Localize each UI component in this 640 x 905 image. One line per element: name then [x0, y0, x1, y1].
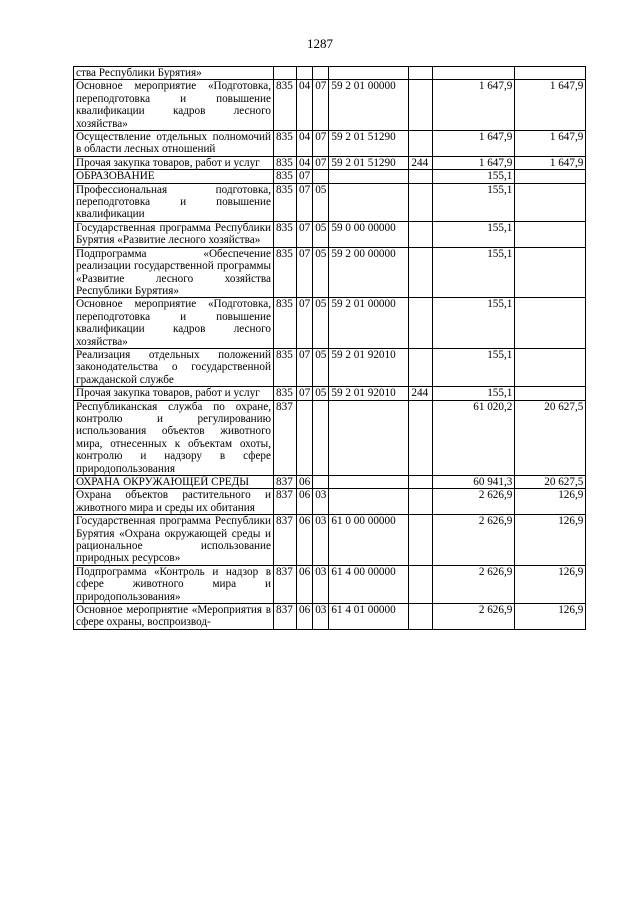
amount-cell-2: 20 627,5	[515, 476, 586, 489]
amount-cell-2	[515, 247, 586, 298]
subsection-code-cell: 03	[313, 604, 329, 630]
target-article-cell	[329, 400, 409, 475]
amount-cell-1	[433, 67, 515, 80]
table-row	[74, 565, 586, 603]
table-row	[74, 221, 586, 247]
expense-type-cell	[409, 400, 433, 475]
section-code-cell: 07	[297, 221, 313, 247]
table-row	[74, 489, 586, 515]
ministry-code-cell: 835	[274, 156, 297, 169]
amount-cell-1: 2 626,9	[433, 604, 515, 630]
target-article-cell: 59 2 01 92010	[329, 348, 409, 386]
row-name-cell: Государственная программа Республики Бурятия «Развитие лесного хозяйства»	[74, 221, 274, 247]
subsection-code-cell: 03	[313, 565, 329, 603]
row-name-cell: Государственная программа Республики Бурятия «Охрана окружающей среды и рациональное использование природных ресурсов»	[74, 515, 274, 566]
expense-type-cell	[409, 170, 433, 183]
expense-type-cell	[409, 131, 433, 157]
subsection-code-cell: 05	[313, 221, 329, 247]
section-code-cell: 07	[297, 183, 313, 221]
amount-cell-1: 155,1	[433, 183, 515, 221]
subsection-code-cell: 05	[313, 247, 329, 298]
row-name-cell: Основное мероприятие «Мероприятия в сфере охраны, воспроизвод-	[74, 604, 274, 630]
ministry-code-cell: 835	[274, 298, 297, 349]
section-code-cell: 07	[297, 387, 313, 400]
ministry-code-cell: 835	[274, 348, 297, 386]
amount-cell-1: 2 626,9	[433, 515, 515, 566]
section-code-cell: 04	[297, 131, 313, 157]
table-row	[74, 183, 586, 221]
ministry-code-cell: 835	[274, 247, 297, 298]
row-name-cell: Подпрограмма «Обеспечение реализации государственной программы «Развитие лесного хозяйства Республики Бурятия»	[74, 247, 274, 298]
subsection-code-cell: 05	[313, 183, 329, 221]
subsection-code-cell: 07	[313, 131, 329, 157]
row-name-cell: Основное мероприятие «Подготовка, переподготовка и повышение квалификации кадров лесного хозяйства»	[74, 298, 274, 349]
expense-type-cell	[409, 221, 433, 247]
amount-cell-2: 1 647,9	[515, 131, 586, 157]
amount-cell-2	[515, 183, 586, 221]
table-row	[74, 387, 586, 400]
amount-cell-1: 155,1	[433, 221, 515, 247]
expense-type-cell: 244	[409, 156, 433, 169]
target-article-cell: 59 2 01 51290	[329, 131, 409, 157]
subsection-code-cell	[313, 67, 329, 80]
amount-cell-2	[515, 298, 586, 349]
section-code-cell: 06	[297, 604, 313, 630]
ministry-code-cell: 837	[274, 565, 297, 603]
row-name-cell: Подпрограмма «Контроль и надзор в сфере животного мира и природопользования»	[74, 565, 274, 603]
section-code-cell	[297, 400, 313, 475]
table-row	[74, 298, 586, 349]
section-code-cell: 06	[297, 489, 313, 515]
target-article-cell: 59 0 00 00000	[329, 221, 409, 247]
target-article-cell	[329, 476, 409, 489]
expense-type-cell	[409, 348, 433, 386]
subsection-code-cell: 03	[313, 515, 329, 566]
target-article-cell: 59 2 01 00000	[329, 298, 409, 349]
target-article-cell: 59 2 00 00000	[329, 247, 409, 298]
row-name-cell: Прочая закупка товаров, работ и услуг	[74, 156, 274, 169]
subsection-code-cell: 05	[313, 387, 329, 400]
page-number: 1287	[307, 36, 333, 51]
amount-cell-2	[515, 67, 586, 80]
table-row	[74, 515, 586, 566]
section-code-cell: 07	[297, 348, 313, 386]
row-name-cell: Республиканская служба по охране, контролю и регулированию использования объектов животного мира, отнесенных к объектам охоты, контролю и надзору в сфере природопользования	[74, 400, 274, 475]
ministry-code-cell: 835	[274, 80, 297, 131]
target-article-cell	[329, 183, 409, 221]
ministry-code-cell: 835	[274, 183, 297, 221]
target-article-cell: 59 2 01 00000	[329, 80, 409, 131]
row-name-cell: ОХРАНА ОКРУЖАЮЩЕЙ СРЕДЫ	[74, 476, 274, 489]
section-code-cell: 07	[297, 298, 313, 349]
expense-type-cell	[409, 476, 433, 489]
amount-cell-2: 20 627,5	[515, 400, 586, 475]
section-code-cell: 06	[297, 476, 313, 489]
section-code-cell	[297, 67, 313, 80]
section-code-cell: 06	[297, 515, 313, 566]
target-article-cell: 61 4 00 00000	[329, 565, 409, 603]
ministry-code-cell: 835	[274, 221, 297, 247]
subsection-code-cell: 05	[313, 348, 329, 386]
table-row	[74, 604, 586, 630]
amount-cell-1: 1 647,9	[433, 156, 515, 169]
target-article-cell: 61 0 00 00000	[329, 515, 409, 566]
amount-cell-1: 155,1	[433, 170, 515, 183]
subsection-code-cell	[313, 476, 329, 489]
amount-cell-1: 1 647,9	[433, 131, 515, 157]
subsection-code-cell	[313, 400, 329, 475]
table-row	[74, 67, 586, 80]
budget-table	[73, 66, 586, 630]
expense-type-cell	[409, 298, 433, 349]
expense-type-cell	[409, 67, 433, 80]
section-code-cell: 04	[297, 80, 313, 131]
amount-cell-1: 155,1	[433, 247, 515, 298]
ministry-code-cell: 837	[274, 476, 297, 489]
amount-cell-2: 126,9	[515, 515, 586, 566]
expense-type-cell	[409, 247, 433, 298]
subsection-code-cell: 03	[313, 489, 329, 515]
ministry-code-cell: 837	[274, 489, 297, 515]
table-row	[74, 348, 586, 386]
target-article-cell: 59 2 01 92010	[329, 387, 409, 400]
row-name-cell: Осуществление отдельных полномочий в области лесных отношений	[74, 131, 274, 157]
section-code-cell: 07	[297, 247, 313, 298]
table-row	[74, 131, 586, 157]
expense-type-cell: 244	[409, 387, 433, 400]
amount-cell-2: 1 647,9	[515, 156, 586, 169]
expense-type-cell	[409, 80, 433, 131]
amount-cell-1: 2 626,9	[433, 489, 515, 515]
target-article-cell	[329, 170, 409, 183]
section-code-cell: 04	[297, 156, 313, 169]
amount-cell-1: 60 941,3	[433, 476, 515, 489]
table-row	[74, 476, 586, 489]
row-name-cell: ства Республики Бурятия»	[74, 67, 274, 80]
table-row	[74, 156, 586, 169]
section-code-cell: 07	[297, 170, 313, 183]
row-name-cell: Основное мероприятие «Подготовка, переподготовка и повышение квалификации кадров лесного хозяйства»	[74, 80, 274, 131]
amount-cell-2	[515, 170, 586, 183]
expense-type-cell	[409, 183, 433, 221]
table-row	[74, 170, 586, 183]
subsection-code-cell: 07	[313, 80, 329, 131]
expense-type-cell	[409, 515, 433, 566]
amount-cell-1: 2 626,9	[433, 565, 515, 603]
amount-cell-1: 61 020,2	[433, 400, 515, 475]
subsection-code-cell	[313, 170, 329, 183]
target-article-cell: 61 4 01 00000	[329, 604, 409, 630]
ministry-code-cell: 835	[274, 387, 297, 400]
target-article-cell	[329, 489, 409, 515]
table-row	[74, 400, 586, 475]
row-name-cell: Охрана объектов растительного и животного мира и среды их обитания	[74, 489, 274, 515]
target-article-cell: 59 2 01 51290	[329, 156, 409, 169]
section-code-cell: 06	[297, 565, 313, 603]
table-row	[74, 247, 586, 298]
row-name-cell: Прочая закупка товаров, работ и услуг	[74, 387, 274, 400]
target-article-cell	[329, 67, 409, 80]
ministry-code-cell: 835	[274, 131, 297, 157]
amount-cell-2	[515, 221, 586, 247]
ministry-code-cell: 835	[274, 170, 297, 183]
amount-cell-1: 155,1	[433, 298, 515, 349]
amount-cell-1: 155,1	[433, 387, 515, 400]
amount-cell-2: 126,9	[515, 489, 586, 515]
expense-type-cell	[409, 489, 433, 515]
amount-cell-1: 1 647,9	[433, 80, 515, 131]
ministry-code-cell: 837	[274, 604, 297, 630]
amount-cell-2	[515, 348, 586, 386]
expense-type-cell	[409, 565, 433, 603]
ministry-code-cell: 837	[274, 515, 297, 566]
subsection-code-cell: 07	[313, 156, 329, 169]
subsection-code-cell: 05	[313, 298, 329, 349]
amount-cell-2: 1 647,9	[515, 80, 586, 131]
table-row	[74, 80, 586, 131]
row-name-cell: Профессиональная подготовка, переподготовка и повышение квалификации	[74, 183, 274, 221]
amount-cell-2: 126,9	[515, 604, 586, 630]
row-name-cell: ОБРАЗОВАНИЕ	[74, 170, 274, 183]
expense-type-cell	[409, 604, 433, 630]
amount-cell-2: 126,9	[515, 565, 586, 603]
amount-cell-2	[515, 387, 586, 400]
row-name-cell: Реализация отдельных положений законодательства о государственной гражданской службе	[74, 348, 274, 386]
amount-cell-1: 155,1	[433, 348, 515, 386]
ministry-code-cell: 837	[274, 400, 297, 475]
ministry-code-cell	[274, 67, 297, 80]
